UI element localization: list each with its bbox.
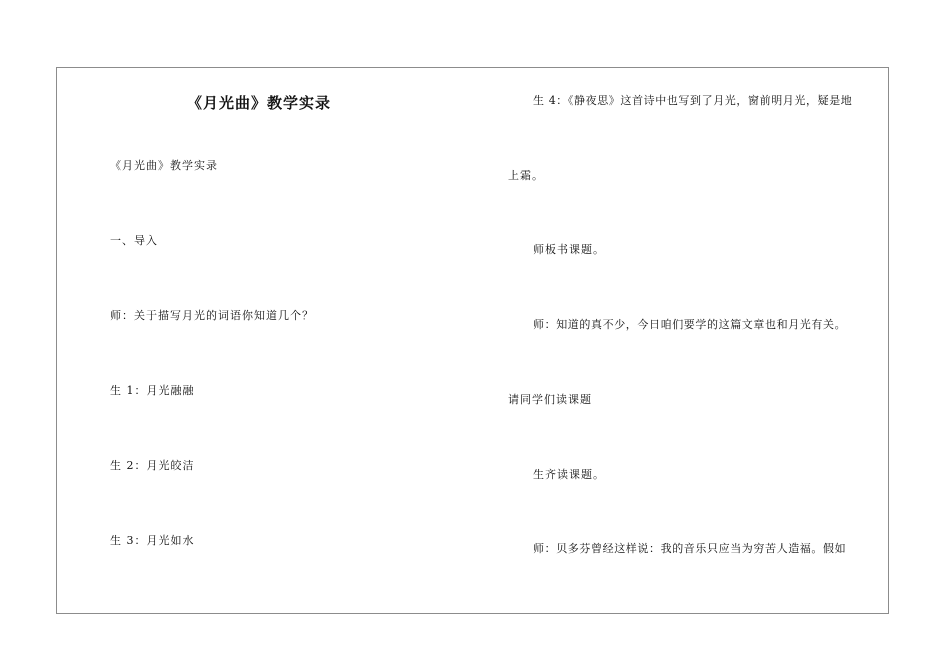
right-paragraph-3: 师：知道的真不少，今日咱们要学的这篇文章也和月光有关。 bbox=[533, 318, 847, 331]
right-paragraph-5: 师：贝多芬曾经这样说：我的音乐只应当为穷苦人造福。假如 bbox=[533, 542, 847, 555]
right-paragraph-1-cont: 上霜。 bbox=[508, 169, 544, 182]
left-paragraph-2: 一、导入 bbox=[110, 234, 158, 247]
right-paragraph-1: 生 4：《静夜思》这首诗中也写到了月光，窗前明月光，疑是地 bbox=[533, 94, 853, 107]
left-paragraph-1: 《月光曲》教学实录 bbox=[110, 159, 218, 172]
document-title: 《月光曲》教学实录 bbox=[187, 94, 332, 112]
left-paragraph-3: 师：关于描写月光的词语你知道几个？ bbox=[110, 309, 314, 322]
left-paragraph-4: 生 1：月光融融 bbox=[110, 384, 195, 397]
page-frame bbox=[56, 67, 889, 614]
right-paragraph-3-cont: 请同学们读课题 bbox=[508, 393, 592, 406]
right-paragraph-2: 师板书课题。 bbox=[533, 243, 605, 256]
right-paragraph-4: 生齐读课题。 bbox=[533, 468, 605, 481]
left-paragraph-6: 生 3：月光如水 bbox=[110, 534, 195, 547]
left-paragraph-5: 生 2：月光皎洁 bbox=[110, 459, 195, 472]
